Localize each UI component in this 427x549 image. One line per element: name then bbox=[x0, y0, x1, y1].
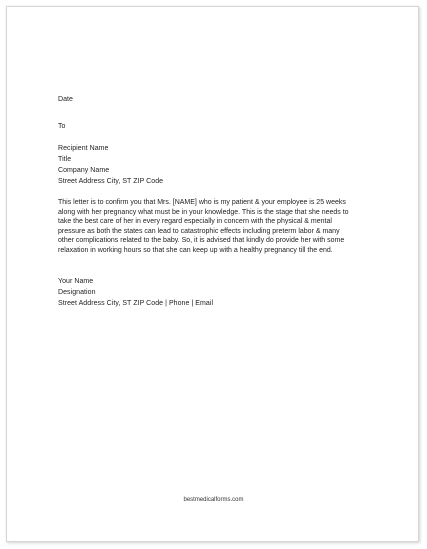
body-line: other complications related to the baby. So, it is advised that kindly do provide her with some bbox=[58, 237, 345, 245]
letter-body bbox=[58, 198, 376, 256]
recipient-company: Company Name bbox=[58, 167, 110, 174]
letter-page bbox=[6, 6, 419, 542]
to-line: To bbox=[58, 123, 66, 130]
body-line: along with her pregnancy what must be in your knowledge. This is the stage that she needs to bbox=[58, 208, 349, 216]
recipient-address: Street Address City, ST ZIP Code bbox=[58, 178, 164, 185]
body-line: This letter is to confirm you that Mrs. [NAME] who is my patient & your employee is 25 weeks bbox=[58, 199, 346, 206]
date-line: Date bbox=[58, 96, 73, 103]
recipient-title: Title bbox=[58, 156, 72, 163]
sender-designation: Designation bbox=[58, 289, 96, 296]
sender-name: Your Name bbox=[58, 278, 94, 285]
body-line: relaxation in working hours so that she can keep up with a healthy pregnancy till the end. bbox=[58, 246, 333, 254]
footer-website: bestmedicalforms.com bbox=[183, 497, 244, 503]
body-line: pressure as both the states can lead to catastrophic effects including preterm labor & many bbox=[58, 227, 340, 235]
sender-contact: Street Address City, ST ZIP Code | Phone | Email bbox=[58, 300, 214, 307]
body-line: take the best care of her in every regard especially in concern with the physical & mental bbox=[58, 218, 332, 226]
recipient-name: Recipient Name bbox=[58, 145, 109, 152]
